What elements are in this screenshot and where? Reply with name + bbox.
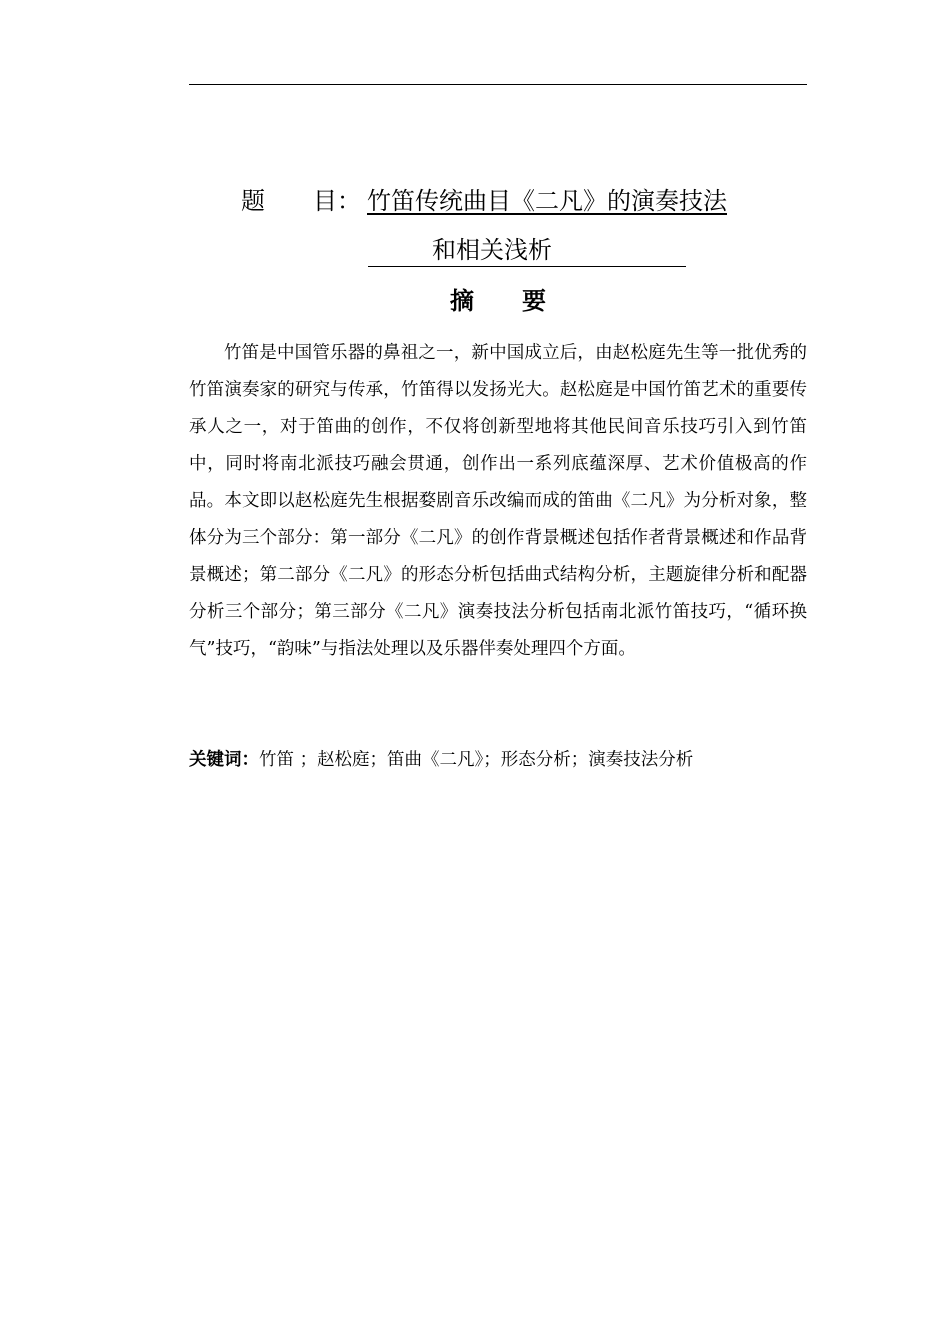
title-text-line-1: 竹笛传统曲目《二凡》的演奏技法 xyxy=(367,187,727,215)
title-text-line-2: 和相关浅析 xyxy=(432,236,552,264)
header-rule xyxy=(189,84,807,85)
abstract-body: 竹笛是中国管乐器的鼻祖之一，新中国成立后，由赵松庭先生等一批优秀的竹笛演奏家的研究与传承，竹笛得以发扬光大。赵松庭是中国竹笛艺术的重要传承人之一，对于笛曲的创作，不仅将创新型地将其他民间音乐技巧引入到竹笛中，同时将南北派技巧融会贯通，创作出一系列底蕴深厚、艺术价值极高的作品。本文即以赵松庭先生根据婺剧音乐改编而成的笛曲《二凡》为分析对象，整体分为三个部分：第一部分《二凡》的创作背景概述包括作者背景概述和作品背景概述；第二部分《二凡》的形态分析包括曲式结构分析，主题旋律分析和配器分析三个部分；第三部分《二凡》演奏技法分析包括南北派竹笛技巧，“循环换气”技巧，“韵味”与指法处理以及乐器伴奏处理四个方面。 xyxy=(189,343,807,659)
keywords xyxy=(189,744,807,776)
title-label: 题 目： xyxy=(241,187,361,215)
abstract-heading: 摘要 xyxy=(450,286,594,315)
thesis-title-line-2 xyxy=(368,234,686,267)
keywords-label: 关键词： xyxy=(189,750,259,770)
keywords-value: 竹笛 ；赵松庭；笛曲《二凡》；形态分析；演奏技法分析 xyxy=(259,750,694,770)
